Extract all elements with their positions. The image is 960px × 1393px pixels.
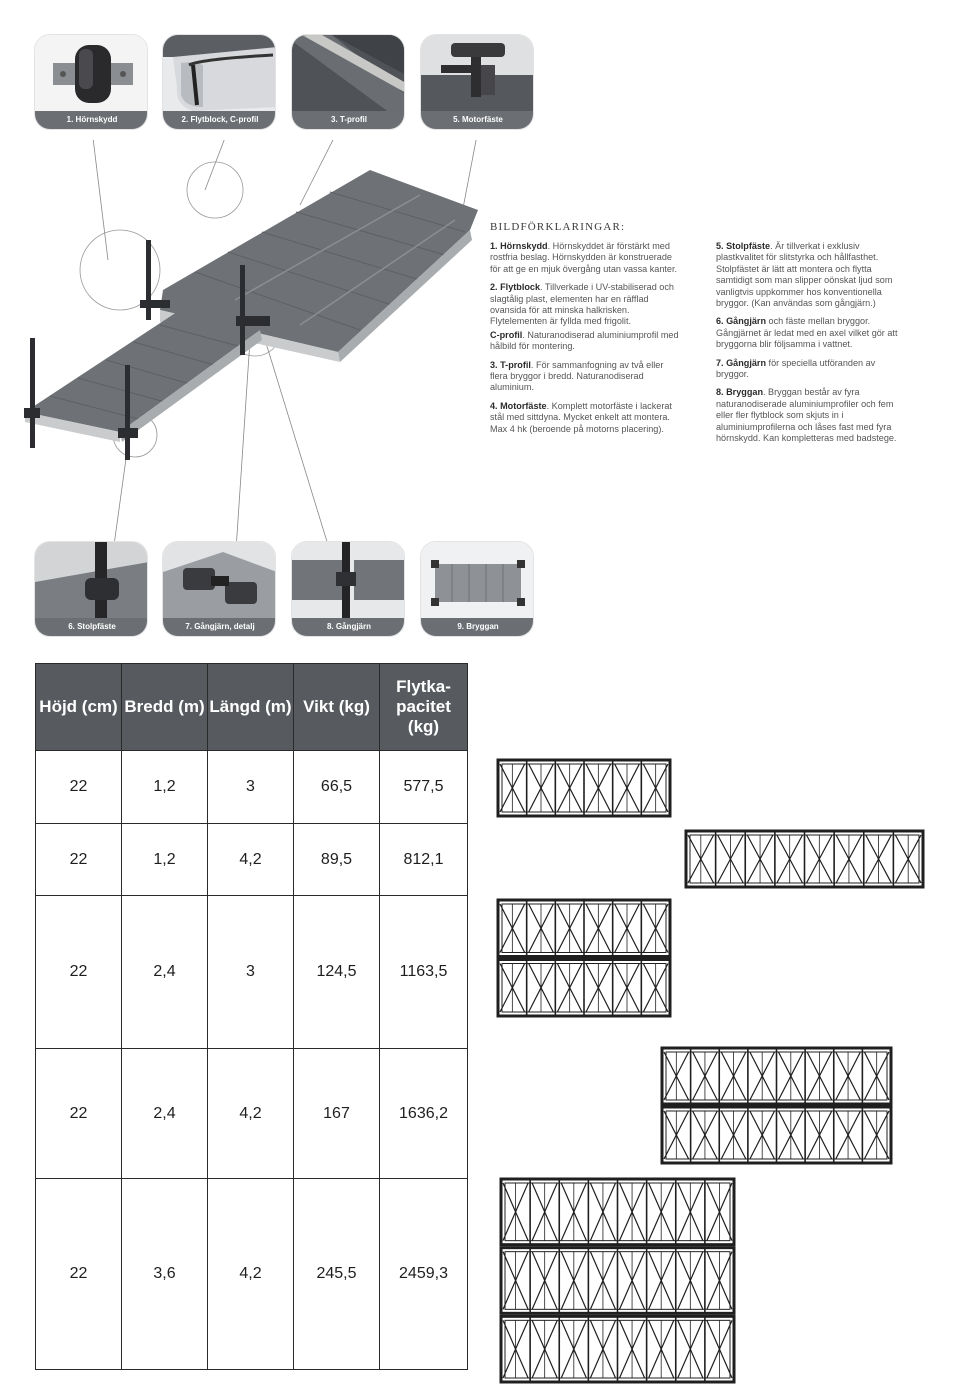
dock-section	[662, 1048, 891, 1104]
table-cell: 2459,3	[380, 1179, 468, 1370]
layout-diagram-4	[659, 1045, 894, 1166]
legend-item: 5. Stolpfäste. Är tillverkat i exklusiv plastkvalitet för slitstyrka och hållfasthet. Stolpfästet är lätt att montera och flytta samtidigt som man slipper oönskat ljud som vanligtvis uppkommer hos konventionella bryggor. (Kan användas som gångjärn.)	[716, 241, 893, 309]
hinge-detail-image	[163, 542, 276, 620]
table-cell: 2,4	[122, 1049, 208, 1179]
spec-header-row	[36, 664, 468, 751]
legend-item: 4. Motorfäste. Komplett motorfäste i lackerat stål med sittdyna. Mycket enkelt att montera. Max 4 hk (beroende på motorns placering).	[490, 400, 672, 434]
table-row	[36, 824, 468, 896]
table-cell: 4,2	[208, 1179, 294, 1370]
legend-item: 3. T-profil. För sammanfogning av två eller flera bryggor i bredd. Naturanodiserad aluminium.	[490, 359, 664, 393]
thumb-caption: 1. Hörnskydd	[35, 111, 148, 129]
table-cell: 4,2	[208, 824, 294, 896]
table-cell: 66,5	[294, 751, 380, 824]
legend-left-column	[490, 241, 680, 442]
table-cell: 1163,5	[380, 896, 468, 1049]
legend-item: 6. Gångjärn och fäste mellan bryggor. Gångjärnet är ledat med en axel vilket gör att bryggorna blir följsamma i vattnet.	[716, 316, 898, 350]
table-cell: 3	[208, 896, 294, 1049]
thumb-bryggan	[420, 541, 534, 637]
table-cell: 3,6	[122, 1179, 208, 1370]
dock-section	[498, 760, 670, 816]
post-bracket-image	[35, 542, 148, 620]
table-row	[36, 751, 468, 824]
thumb-caption: 6. Stolpfäste	[35, 618, 148, 636]
table-cell: 22	[36, 824, 122, 896]
dock-section	[501, 1316, 734, 1382]
t-profile-image	[292, 35, 405, 113]
thumb-caption: 9. Bryggan	[421, 618, 534, 636]
dock-section	[498, 960, 670, 1017]
table-cell: 22	[36, 1049, 122, 1179]
dock-section	[686, 831, 923, 887]
layout-diagram-3	[495, 897, 673, 1019]
motor-mount-image	[421, 35, 534, 113]
table-cell: 245,5	[294, 1179, 380, 1370]
detail-circle	[187, 162, 243, 218]
legend-item: C-profil. Naturanodiserad aluminiumprofil med hålbild för montering.	[490, 329, 679, 352]
dock-section	[501, 1179, 734, 1245]
thumb-caption: 3. T-profil	[292, 111, 405, 129]
table-cell: 3	[208, 751, 294, 824]
thumb-caption: 7. Gångjärn, detalj	[163, 618, 276, 636]
table-cell: 1636,2	[380, 1049, 468, 1179]
layout-diagram-2	[683, 828, 926, 890]
spec-table	[35, 663, 468, 1370]
thumb-stolpfaste	[34, 541, 148, 637]
table-cell: 2,4	[122, 896, 208, 1049]
thumb-gangjarn-detalj	[162, 541, 276, 637]
thumb-gangjarn	[291, 541, 405, 637]
table-row	[36, 1179, 468, 1370]
table-cell: 22	[36, 751, 122, 824]
table-cell: 1,2	[122, 824, 208, 896]
header-langd: Längd (m)	[208, 664, 294, 751]
thumb-flytblock	[162, 34, 276, 130]
hinge-image	[292, 542, 405, 620]
thumb-hornskydd	[34, 34, 148, 130]
thumb-caption: 5. Motorfäste	[421, 111, 534, 129]
dock-section	[498, 900, 670, 957]
legend-title: BILDFÖRKLARINGAR:	[490, 221, 626, 233]
table-cell: 812,1	[380, 824, 468, 896]
thumb-caption: 8. Gångjärn	[292, 618, 405, 636]
header-vikt: Vikt (kg)	[294, 664, 380, 751]
table-cell: 4,2	[208, 1049, 294, 1179]
table-row	[36, 896, 468, 1049]
float-block-image	[163, 35, 276, 113]
legend-item: 7. Gångjärn för speciella utföranden av bryggor.	[716, 357, 876, 380]
legend-right-column	[716, 241, 906, 452]
table-cell: 89,5	[294, 824, 380, 896]
dock-section	[501, 1248, 734, 1314]
header-bredd: Bredd (m)	[122, 664, 208, 751]
corner-protector-image	[35, 35, 148, 113]
table-cell: 167	[294, 1049, 380, 1179]
table-cell: 1,2	[122, 751, 208, 824]
dock-section-image	[421, 542, 534, 620]
table-cell: 22	[36, 896, 122, 1049]
legend-item: 8. Bryggan. Bryggan består av fyra naturanodiserade aluminiumprofiler och fem eller fler flytblock som skjuts in i aluminiumprofilerna och låses fast med fyra hörnskydd. Kan kompletteras med badstege.	[716, 387, 897, 444]
dock-illustration	[0, 140, 500, 550]
layout-diagram-1	[495, 757, 673, 819]
table-cell: 577,5	[380, 751, 468, 824]
legend-item: 2. Flytblock. Tillverkade i UV-stabiliserad och slagtålig plast, elementen har en räfflad ovansida för att minska halkrisken. Flytelementen är fyllda med frigolit.	[490, 282, 674, 327]
header-flytkapacitet: Flytka-pacitet (kg)	[380, 664, 468, 751]
thumb-motorfaste	[420, 34, 534, 130]
thumb-tprofil	[291, 34, 405, 130]
table-cell: 22	[36, 1179, 122, 1370]
layout-diagram-5	[498, 1176, 737, 1385]
header-hojd: Höjd (cm)	[36, 664, 122, 751]
legend-item: 1. Hörnskydd. Hörnskyddet är förstärkt med rostfria beslag. Hörnskydden är konstruerade för att ge en mjuk övergång utan vassa kanter.	[490, 241, 678, 274]
dock-walkway	[25, 310, 260, 432]
table-cell: 124,5	[294, 896, 380, 1049]
dock-section	[662, 1107, 891, 1163]
thumb-caption: 2. Flytblock, C-profil	[163, 111, 276, 129]
table-row	[36, 1049, 468, 1179]
